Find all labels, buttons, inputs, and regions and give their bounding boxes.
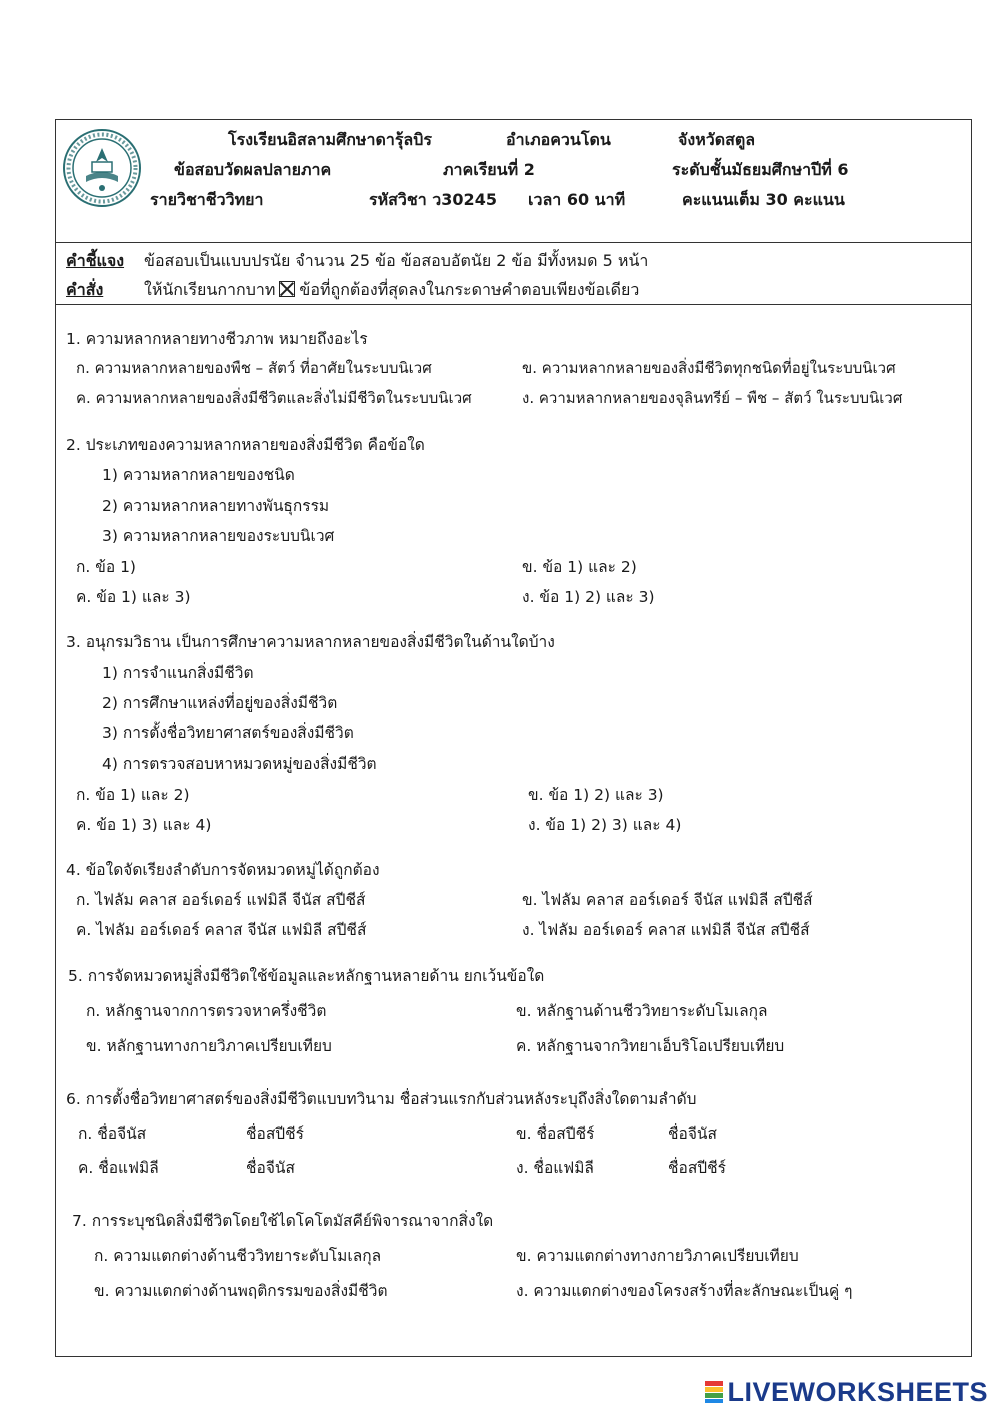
- full-score: คะแนนเต็ม 30 คะแนน: [682, 190, 845, 209]
- question-7: 7. การระบุชนิดสิ่งมีชีวิตโดยใช้ไดโคโตมัสคีย์พิจารณาจากสิ่งใด: [72, 1212, 494, 1230]
- q4-option-d[interactable]: ง. ไฟลัม ออร์เดอร์ คลาส แฟมิลี จีนัส สปีชีส์: [522, 921, 810, 939]
- q7-option-a[interactable]: ก. ความแตกต่างด้านชีววิทยาระดับโมเลกุล: [94, 1247, 382, 1265]
- q5-option-c[interactable]: ข. หลักฐานทางกายวิภาคเปรียบเทียบ: [86, 1037, 332, 1055]
- q2-statement-2: 2) ความหลากหลายทางพันธุกรรม: [102, 497, 330, 515]
- school-logo-icon: [62, 128, 142, 208]
- subject-code: รหัสวิชา ว30245: [369, 190, 497, 209]
- q3-statement-1: 1) การจำแนกสิ่งมีชีวิต: [102, 664, 254, 682]
- q6-option-c-first[interactable]: ค. ชื่อแฟมิลี: [78, 1159, 159, 1177]
- q5-option-a[interactable]: ก. หลักฐานจากการตรวจหาครึ่งชีวิต: [86, 1002, 327, 1020]
- q6-option-c-second[interactable]: ชื่อจีนัส: [246, 1159, 295, 1177]
- q7-option-d[interactable]: ง. ความแตกต่างของโครงสร้างที่ละลักษณะเป็นคู่ ๆ: [516, 1282, 853, 1300]
- question-2: 2. ประเภทของความหลากหลายของสิ่งมีชีวิต คือข้อใด: [66, 436, 425, 454]
- q5-option-b[interactable]: ข. หลักฐานด้านชีววิทยาระดับโมเลกุล: [516, 1002, 768, 1020]
- school-name: โรงเรียนอิสลามศึกษาดารุ้ลบิร: [228, 130, 432, 149]
- semester: ภาคเรียนที่ 2: [443, 160, 535, 179]
- command-text-b: ข้อที่ถูกต้องที่สุดลงในกระดาษคำตอบเพียงข้อเดียว: [299, 280, 640, 299]
- q2-option-c[interactable]: ค. ข้อ 1) และ 3): [76, 588, 191, 606]
- q1-option-c[interactable]: ค. ความหลากหลายของสิ่งมีชีวิตและสิ่งไม่มีชีวิตในระบบนิเวศ: [76, 389, 472, 407]
- command-label: คำสั่ง: [66, 280, 104, 299]
- q6-option-a-second[interactable]: ชื่อสปีชีร์: [246, 1125, 304, 1143]
- q3-option-c[interactable]: ค. ข้อ 1) 3) และ 4): [76, 816, 212, 834]
- instruction-line-2: [66, 278, 639, 303]
- q4-option-c[interactable]: ค. ไฟลัม ออร์เดอร์ คลาส จีนัส แฟมิลี สปีชีส์: [76, 921, 367, 939]
- liveworksheets-logo-icon: [705, 1381, 723, 1403]
- exam-time: เวลา 60 นาที: [528, 190, 626, 209]
- q1-option-b[interactable]: ข. ความหลากหลายของสิ่งมีชีวิตทุกชนิดที่อยู่ในระบบนิเวศ: [522, 359, 896, 377]
- command-text-a: ให้นักเรียนกากบาท: [144, 280, 276, 299]
- liveworksheets-brand[interactable]: [705, 1378, 988, 1406]
- question-6: 6. การตั้งชื่อวิทยาศาสตร์ของสิ่งมีชีวิตแบบทวินาม ชื่อส่วนแรกกับส่วนหลังระบุถึงสิ่งใดตามลำดับ: [66, 1090, 697, 1108]
- q6-option-a-first[interactable]: ก. ชื่อจีนัส: [78, 1125, 147, 1143]
- exam-type: ข้อสอบวัดผลปลายภาค: [174, 160, 332, 179]
- question-5: 5. การจัดหมวดหมู่สิ่งมีชีวิตใช้ข้อมูลและหลักฐานหลายด้าน ยกเว้นข้อใด: [68, 967, 545, 985]
- q6-option-d-first[interactable]: ง. ชื่อแฟมิลี: [516, 1159, 594, 1177]
- question-3: 3. อนุกรมวิธาน เป็นการศึกษาความหลากหลายของสิ่งมีชีวิตในด้านใดบ้าง: [66, 633, 555, 651]
- q2-statement-1: 1) ความหลากหลายของชนิด: [102, 466, 295, 484]
- q1-option-d[interactable]: ง. ความหลากหลายของจุลินทรีย์ – พืช – สัตว์ ในระบบนิเวศ: [522, 389, 903, 407]
- q3-option-d[interactable]: ง. ข้อ 1) 2) 3) และ 4): [528, 816, 682, 834]
- q2-option-b[interactable]: ข. ข้อ 1) และ 2): [522, 558, 637, 576]
- instruction-label: คำชี้แจง: [66, 251, 125, 270]
- question-4: 4. ข้อใดจัดเรียงลำดับการจัดหมวดหมู่ได้ถูกต้อง: [66, 861, 380, 879]
- subject-name: รายวิชาชีววิทยา: [150, 190, 264, 209]
- checkbox-x-icon: [279, 281, 295, 297]
- q3-statement-2: 2) การศึกษาแหล่งที่อยู่ของสิ่งมีชีวิต: [102, 694, 338, 712]
- q3-option-b[interactable]: ข. ข้อ 1) 2) และ 3): [528, 786, 664, 804]
- q7-option-b[interactable]: ข. ความแตกต่างทางกายวิภาคเปรียบเทียบ: [516, 1247, 799, 1265]
- q6-option-d-second[interactable]: ชื่อสปีชีร์: [668, 1159, 726, 1177]
- q4-option-a[interactable]: ก. ไฟลัม คลาส ออร์เดอร์ แฟมิลี จีนัส สปีชีส์: [76, 891, 366, 909]
- q1-option-a[interactable]: ก. ความหลากหลายของพืช – สัตว์ ที่อาศัยในระบบนิเวศ: [76, 359, 432, 377]
- q2-option-a[interactable]: ก. ข้อ 1): [76, 558, 136, 576]
- q4-option-b[interactable]: ข. ไฟลัม คลาส ออร์เดอร์ จีนัส แฟมิลี สปีชีส์: [522, 891, 813, 909]
- q2-statement-3: 3) ความหลากหลายของระบบนิเวศ: [102, 527, 335, 545]
- question-1: 1. ความหลากหลายทางชีวภาพ หมายถึงอะไร: [66, 330, 368, 348]
- grade-level: ระดับชั้นมัธยมศึกษาปีที่ 6: [672, 160, 849, 179]
- exam-header: [56, 120, 971, 243]
- instruction-text: ข้อสอบเป็นแบบปรนัย จำนวน 25 ข้อ ข้อสอบอัตนัย 2 ข้อ มีทั้งหมด 5 หน้า: [144, 251, 649, 270]
- q6-option-b-first[interactable]: ข. ชื่อสปีชีร์: [516, 1125, 595, 1143]
- district-name: อำเภอควนโดน: [506, 130, 611, 149]
- q3-statement-4: 4) การตรวจสอบหาหมวดหมู่ของสิ่งมีชีวิต: [102, 755, 377, 773]
- q7-option-c[interactable]: ข. ความแตกต่างด้านพฤติกรรมของสิ่งมีชีวิต: [94, 1282, 388, 1300]
- q5-option-d[interactable]: ค. หลักฐานจากวิทยาเอ็บริโอเปรียบเทียบ: [516, 1037, 785, 1055]
- instructions-box: [56, 242, 971, 305]
- q2-option-d[interactable]: ง. ข้อ 1) 2) และ 3): [522, 588, 655, 606]
- q6-option-b-second[interactable]: ชื่อจีนัส: [668, 1125, 717, 1143]
- brand-text: LIVEWORKSHEETS: [727, 1376, 988, 1407]
- q3-statement-3: 3) การตั้งชื่อวิทยาศาสตร์ของสิ่งมีชีวิต: [102, 724, 354, 742]
- q3-option-a[interactable]: ก. ข้อ 1) และ 2): [76, 786, 190, 804]
- instruction-line-1: [66, 249, 648, 274]
- province-name: จังหวัดสตูล: [678, 130, 756, 149]
